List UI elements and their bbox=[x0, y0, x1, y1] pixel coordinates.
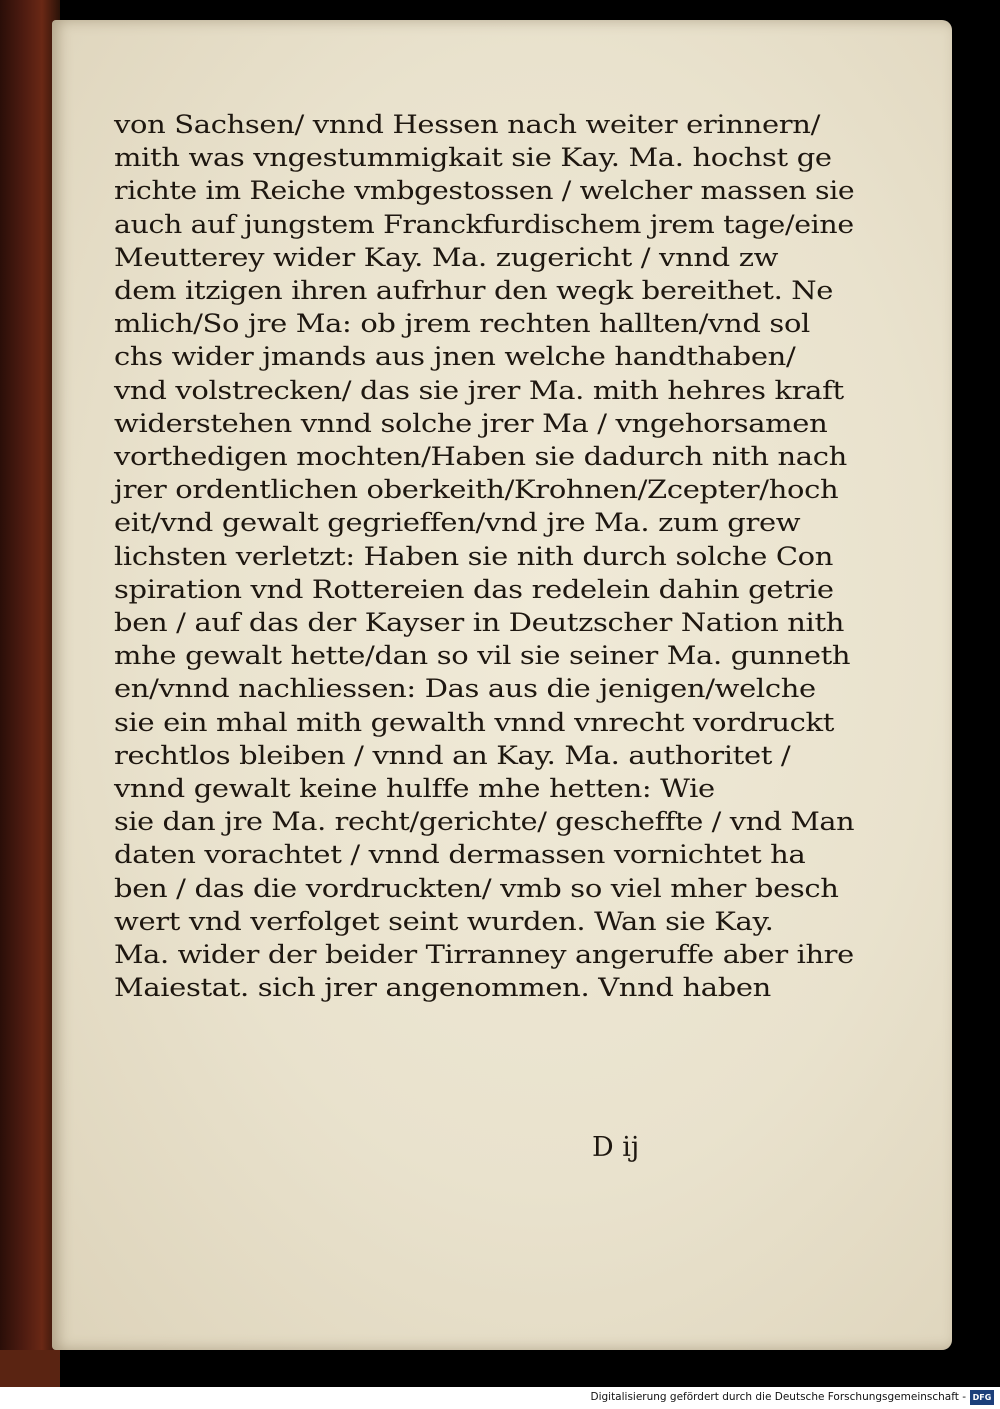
text-line: Meutterey wider Kay. Ma. zugericht / vnnd zw bbox=[114, 242, 779, 272]
funding-credit: Digitalisierung gefördert durch die Deutsche Forschungsgemeinschaft - bbox=[590, 1391, 966, 1403]
text-line: mhe gewalt hette/dan so vil sie seiner Ma. gunneth bbox=[114, 641, 851, 671]
text-line: jrer ordentlichen oberkeith/Krohnen/Zcepter/hoch bbox=[114, 475, 839, 505]
text-line: en/vnnd nachliessen: Das aus die jenigen/welche bbox=[114, 674, 816, 704]
text-line: mith was vngestummigkait sie Kay. Ma. hochst ge bbox=[114, 143, 832, 173]
text-line: Maiestat. sich jrer angenommen. Vnnd haben bbox=[114, 973, 772, 1003]
text-line: auch auf jungstem Franckfurdischem jrem tage/eine bbox=[114, 209, 854, 239]
text-line: mlich/So jre Ma: ob jrem rechten hallten/vnd sol bbox=[114, 309, 810, 339]
text-line: sie ein mhal mith gewalth vnnd vnrecht vordruckt bbox=[114, 707, 835, 737]
text-line: von Sachsen/ vnnd Hessen nach weiter erinnern/ bbox=[114, 110, 820, 139]
text-line: rechtlos bleiben / vnnd an Kay. Ma. authoritet / bbox=[114, 740, 791, 770]
text-line: sie dan jre Ma. recht/gerichte/ gescheffte / vnd Man bbox=[114, 807, 855, 837]
text-line: richte im Reiche vmbgestossen / welcher massen sie bbox=[114, 176, 855, 206]
signature-mark: D ij bbox=[592, 1132, 640, 1163]
text-line: lichsten verletzt: Haben sie nith durch solche Con bbox=[114, 541, 834, 571]
book-page bbox=[52, 20, 952, 1350]
text-line: eit/vnd gewalt gegrieffen/vnd jre Ma. zum grew bbox=[114, 508, 801, 538]
text-line: ben / das die vordruckten/ vmb so viel mher besch bbox=[114, 873, 839, 903]
text-line: vnd volstrecken/ das sie jrer Ma. mith hehres kraft bbox=[114, 375, 844, 405]
text-line: Ma. wider der beider Tirranney angeruffe aber ihre bbox=[114, 940, 854, 970]
text-line: widerstehen vnnd solche jrer Ma / vngehorsamen bbox=[114, 408, 828, 438]
text-line: vorthedigen mochten/Haben sie dadurch nith nach bbox=[114, 442, 847, 472]
dfg-logo: DFG bbox=[970, 1390, 994, 1405]
binding-edge bbox=[0, 0, 60, 1387]
footer-bar bbox=[0, 1387, 1000, 1409]
body-text bbox=[114, 108, 854, 1004]
text-line: spiration vnd Rottereien das redelein dahin getrie bbox=[114, 574, 834, 604]
text-line: ben / auf das der Kayser in Deutzscher Nation nith bbox=[114, 608, 845, 638]
text-line: chs wider jmands aus jnen welche handthaben/ bbox=[114, 342, 796, 372]
text-line: wert vnd verfolget seint wurden. Wan sie Kay. bbox=[114, 906, 774, 936]
text-line: daten vorachtet / vnnd dermassen vornichtet ha bbox=[114, 840, 806, 870]
text-line: dem itzigen ihren aufrhur den wegk bereithet. Ne bbox=[114, 276, 834, 306]
text-line: vnnd gewalt keine hulffe mhe hetten: Wie bbox=[114, 774, 715, 804]
